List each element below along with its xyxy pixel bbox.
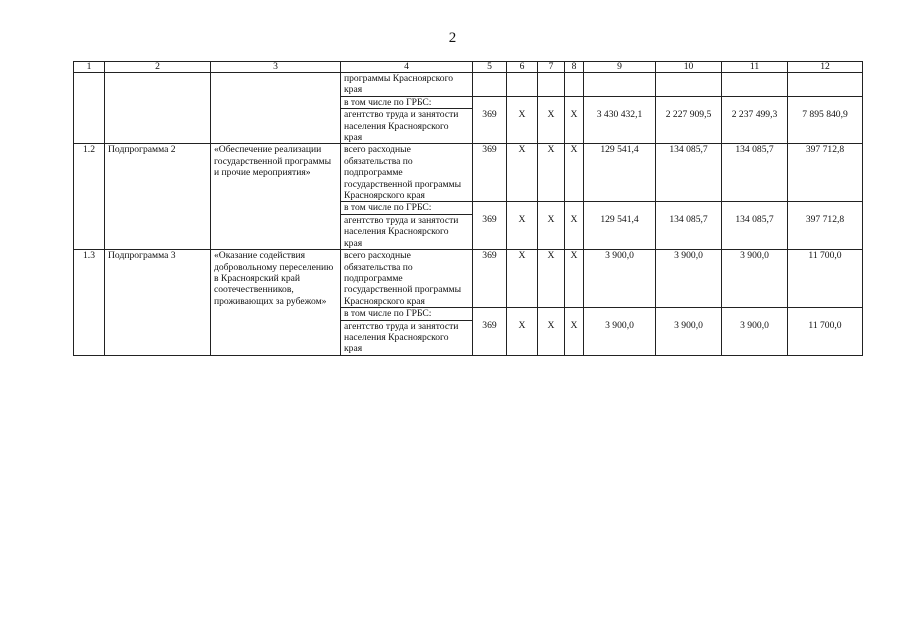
agency-label: агентство труда и занятости населения Красноярского края	[341, 320, 473, 355]
value-cell: 369	[473, 250, 507, 308]
value-cell: 134 085,7	[722, 214, 788, 249]
value-cell: X	[538, 250, 565, 308]
status-cell: Подпрограмма 3	[105, 250, 211, 356]
value-cell: X	[507, 109, 538, 144]
name-cell: «Оказание содействия добровольному переселению в Красноярский край соотечественников, проживающих за рубежом»	[211, 250, 341, 356]
value-cell: X	[507, 250, 538, 308]
value-cell: 397 712,8	[788, 214, 863, 249]
value-cell: X	[507, 214, 538, 249]
value-cell: 369	[473, 214, 507, 249]
value-cell: 7 895 840,9	[788, 109, 863, 144]
status-cell: Подпрограмма 2	[105, 144, 211, 250]
value-cell: 3 900,0	[584, 320, 656, 355]
value-cell: 11 700,0	[788, 320, 863, 355]
value-cell: 3 900,0	[656, 320, 722, 355]
header-cell: 7	[538, 62, 565, 73]
grbs-label: в том числе по ГРБС:	[341, 308, 473, 320]
value-cell: X	[565, 250, 584, 308]
num-cell	[74, 73, 105, 144]
value-cell: 397 712,8	[788, 144, 863, 202]
value-cell: 2 227 909,5	[656, 109, 722, 144]
agency-label: агентство труда и занятости населения Красноярского края	[341, 109, 473, 144]
value-cell: 369	[473, 320, 507, 355]
value-cell: 134 085,7	[656, 144, 722, 202]
header-cell: 10	[656, 62, 722, 73]
value-cell: 3 430 432,1	[584, 109, 656, 144]
header-cell: 9	[584, 62, 656, 73]
total-label: всего расходные обязательства по подпрограмме государственной программы Красноярского края	[341, 144, 473, 202]
header-row	[74, 62, 863, 73]
header-cell: 5	[473, 62, 507, 73]
value-cell: X	[507, 144, 538, 202]
num-cell: 1.3	[74, 250, 105, 356]
value-cell: 3 900,0	[722, 320, 788, 355]
value-cell: X	[565, 109, 584, 144]
table-row	[74, 144, 863, 202]
value-cell: 134 085,7	[722, 144, 788, 202]
value-cell: 11 700,0	[788, 250, 863, 308]
value-cell: X	[538, 320, 565, 355]
table-row	[74, 250, 863, 308]
grbs-label: в том числе по ГРБС:	[341, 96, 473, 108]
value-cell: 3 900,0	[722, 250, 788, 308]
name-cell	[211, 73, 341, 144]
header-cell: 6	[507, 62, 538, 73]
header-cell: 2	[105, 62, 211, 73]
value-cell: 3 900,0	[656, 250, 722, 308]
header-cell: 1	[74, 62, 105, 73]
value-cell: 134 085,7	[656, 214, 722, 249]
value-cell: X	[507, 320, 538, 355]
value-cell: 129 541,4	[584, 144, 656, 202]
header-cell: 4	[341, 62, 473, 73]
value-cell: X	[538, 144, 565, 202]
total-label: всего расходные обязательства по подпрограмме государственной программы Красноярского края	[341, 250, 473, 308]
continuation-text: программы Красноярского края	[341, 73, 473, 97]
header-cell: 8	[565, 62, 584, 73]
value-cell: 3 900,0	[584, 250, 656, 308]
value-cell: 2 237 499,3	[722, 109, 788, 144]
table-row	[74, 73, 863, 97]
value-cell: X	[565, 320, 584, 355]
agency-label: агентство труда и занятости населения Красноярского края	[341, 214, 473, 249]
grbs-label: в том числе по ГРБС:	[341, 202, 473, 214]
value-cell: X	[538, 109, 565, 144]
header-cell: 11	[722, 62, 788, 73]
value-cell: X	[565, 144, 584, 202]
value-cell: 129 541,4	[584, 214, 656, 249]
value-cell: 369	[473, 144, 507, 202]
header-cell: 12	[788, 62, 863, 73]
value-cell: 369	[473, 109, 507, 144]
page-number: 2	[448, 30, 457, 46]
value-cell: X	[565, 214, 584, 249]
budget-table	[73, 61, 863, 356]
value-cell: X	[538, 214, 565, 249]
status-cell	[105, 73, 211, 144]
name-cell: «Обеспечение реализации государственной программы и прочие мероприятия»	[211, 144, 341, 250]
header-cell: 3	[211, 62, 341, 73]
num-cell: 1.2	[74, 144, 105, 250]
